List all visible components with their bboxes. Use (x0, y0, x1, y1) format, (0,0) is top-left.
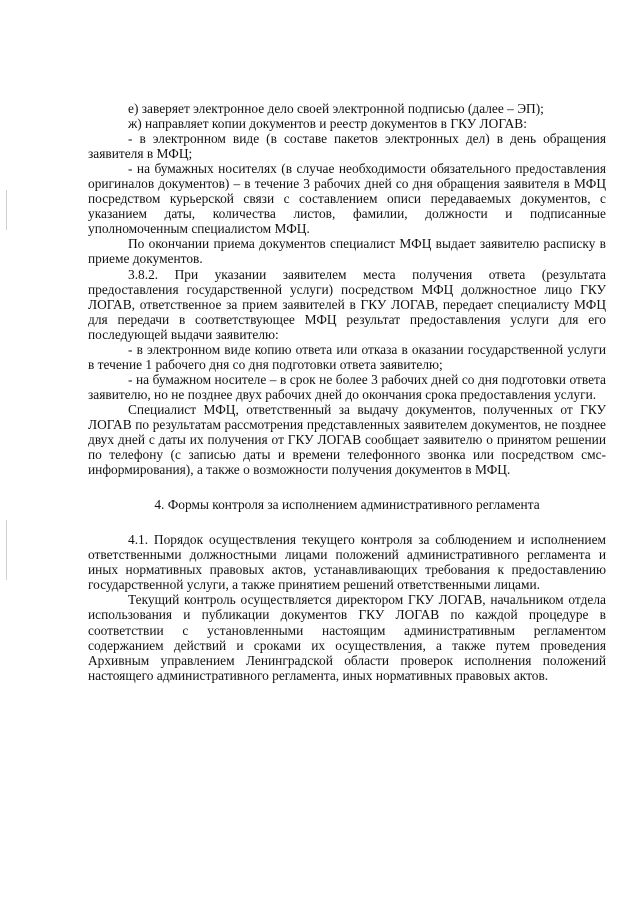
paragraph: 3.8.2. При указании заявителем места получения ответа (результата предоставления государственной услуги) посредством МФЦ должностное лицо ГКУ ЛОГАВ, ответственное за прием заявителей в ГКУ ЛОГАВ, передает специалисту МФЦ для передачи в соответствующее МФЦ результат предоставления услуги для его последующей выдачи заявителю: (88, 266, 606, 342)
paragraph: - в электронном виде (в составе пакетов электронных дел) в день обращения заявителя в МФЦ; (88, 131, 606, 162)
paragraph: е) заверяет электронное дело своей электронной подписью (далее – ЭП); (128, 101, 544, 116)
paragraph: - на бумажных носителях (в случае необходимости обязательного предоставления оригиналов документов) – в течение 3 рабочих дней со дня обращения заявителя в МФЦ посредством курьерской связи с составлением описи передаваемых документов, с указанием даты, количества листов, фамилии, должности и подписанные уполномоченным специалистом МФЦ. (88, 161, 606, 237)
paragraph: ж) направляет копии документов и реестр документов в ГКУ ЛОГАВ: (128, 116, 527, 132)
document-page (88, 101, 606, 683)
scan-edge-mark (6, 190, 7, 230)
paragraph: - на бумажном носителе – в срок не более 3 рабочих дней со дня подготовки ответа заявителю, но не позднее двух рабочих дней до окончания срока предоставления услуги. (88, 371, 606, 402)
paragraph: 4.1. Порядок осуществления текущего контроля за соблюдением и исполнением ответственными должностными лицами положений административного регламента и иных нормативных правовых актов, устанавливающих требования к предоставлению государственной услуги, а также принятием решений ответственными лицами. (88, 532, 606, 593)
paragraph: Текущий контроль осуществляется директором ГКУ ЛОГАВ, начальником отдела использования и публикации документов ГКУ ЛОГАВ по каждой процедуре в соответствии с установленными настоящим административным регламентом содержанием действий и сроками их осуществления, а также путем проведения Архивным управлением Ленинградской области проверок исполнения положений настоящего административного регламента, иных нормативных правовых актов. (88, 592, 606, 683)
paragraph: Специалист МФЦ, ответственный за выдачу документов, полученных от ГКУ ЛОГАВ по результатам рассмотрения представленных заявителем документов, не позднее двух дней с даты их получения от ГКУ ЛОГАВ сообщает заявителю о принятом решении по телефону (с записью даты и времени телефонного звонка или посредством смс-информирования), а также о возможности получения документов в МФЦ. (88, 401, 606, 478)
paragraph: По окончании приема документов специалист МФЦ выдает заявителю расписку в приеме документов. (88, 236, 606, 267)
paragraph: - в электронном виде копию ответа или отказа в оказании государственной услуги в течение 1 рабочего дня со дня подготовки ответа заявителю; (88, 341, 606, 372)
scan-edge-mark (6, 520, 7, 580)
section-heading: 4. Формы контроля за исполнением административного регламента (154, 497, 540, 513)
